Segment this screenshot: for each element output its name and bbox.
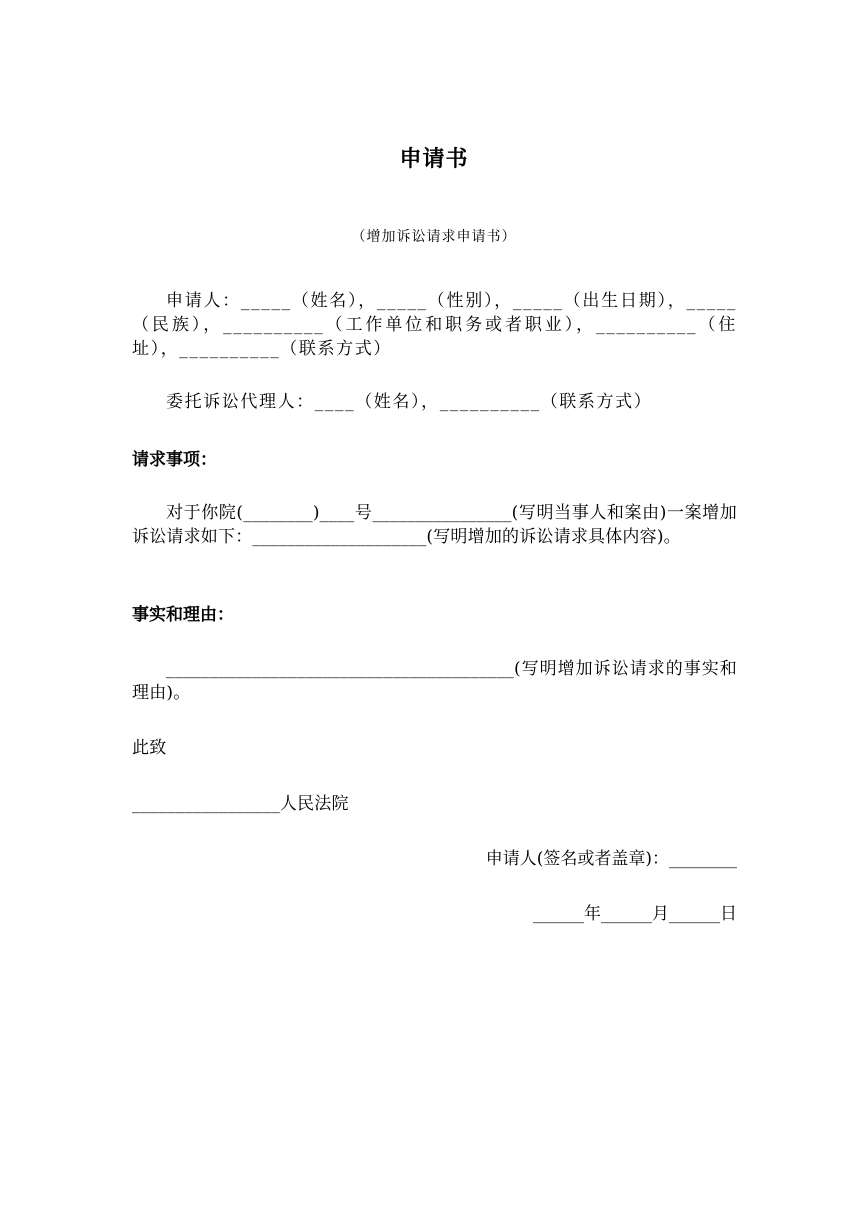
- facts-heading: 事实和理由：: [132, 605, 234, 625]
- closing-text: 此致: [132, 738, 167, 758]
- date-line: ______年______月______日: [533, 904, 737, 924]
- document-title: 申请书: [399, 146, 469, 172]
- claims-heading: 请求事项：: [132, 450, 217, 470]
- court-line: _________________人民法院: [132, 794, 349, 814]
- applicant-paragraph: 申请人：_____（姓名），_____（性别），_____（出生日期），_____（民族），__________（工作单位和职务或者职业），__________（住址），__________（联系方式）: [132, 291, 737, 359]
- facts-paragraph: ________________________________________(写明增加诉讼请求的事实和理由)。: [132, 659, 737, 703]
- document-subtitle: （增加诉讼请求申请书）: [351, 229, 517, 245]
- agent-paragraph: 委托诉讼代理人：____（姓名），__________（联系方式）: [166, 392, 653, 412]
- signature-line: 申请人(签名或者盖章)：________: [485, 849, 737, 869]
- claims-paragraph: 对于你院(________)____号________________(写明当事人和案由)一案增加诉讼请求如下：____________________(写明增加的诉讼请求具体内容)。: [132, 503, 737, 547]
